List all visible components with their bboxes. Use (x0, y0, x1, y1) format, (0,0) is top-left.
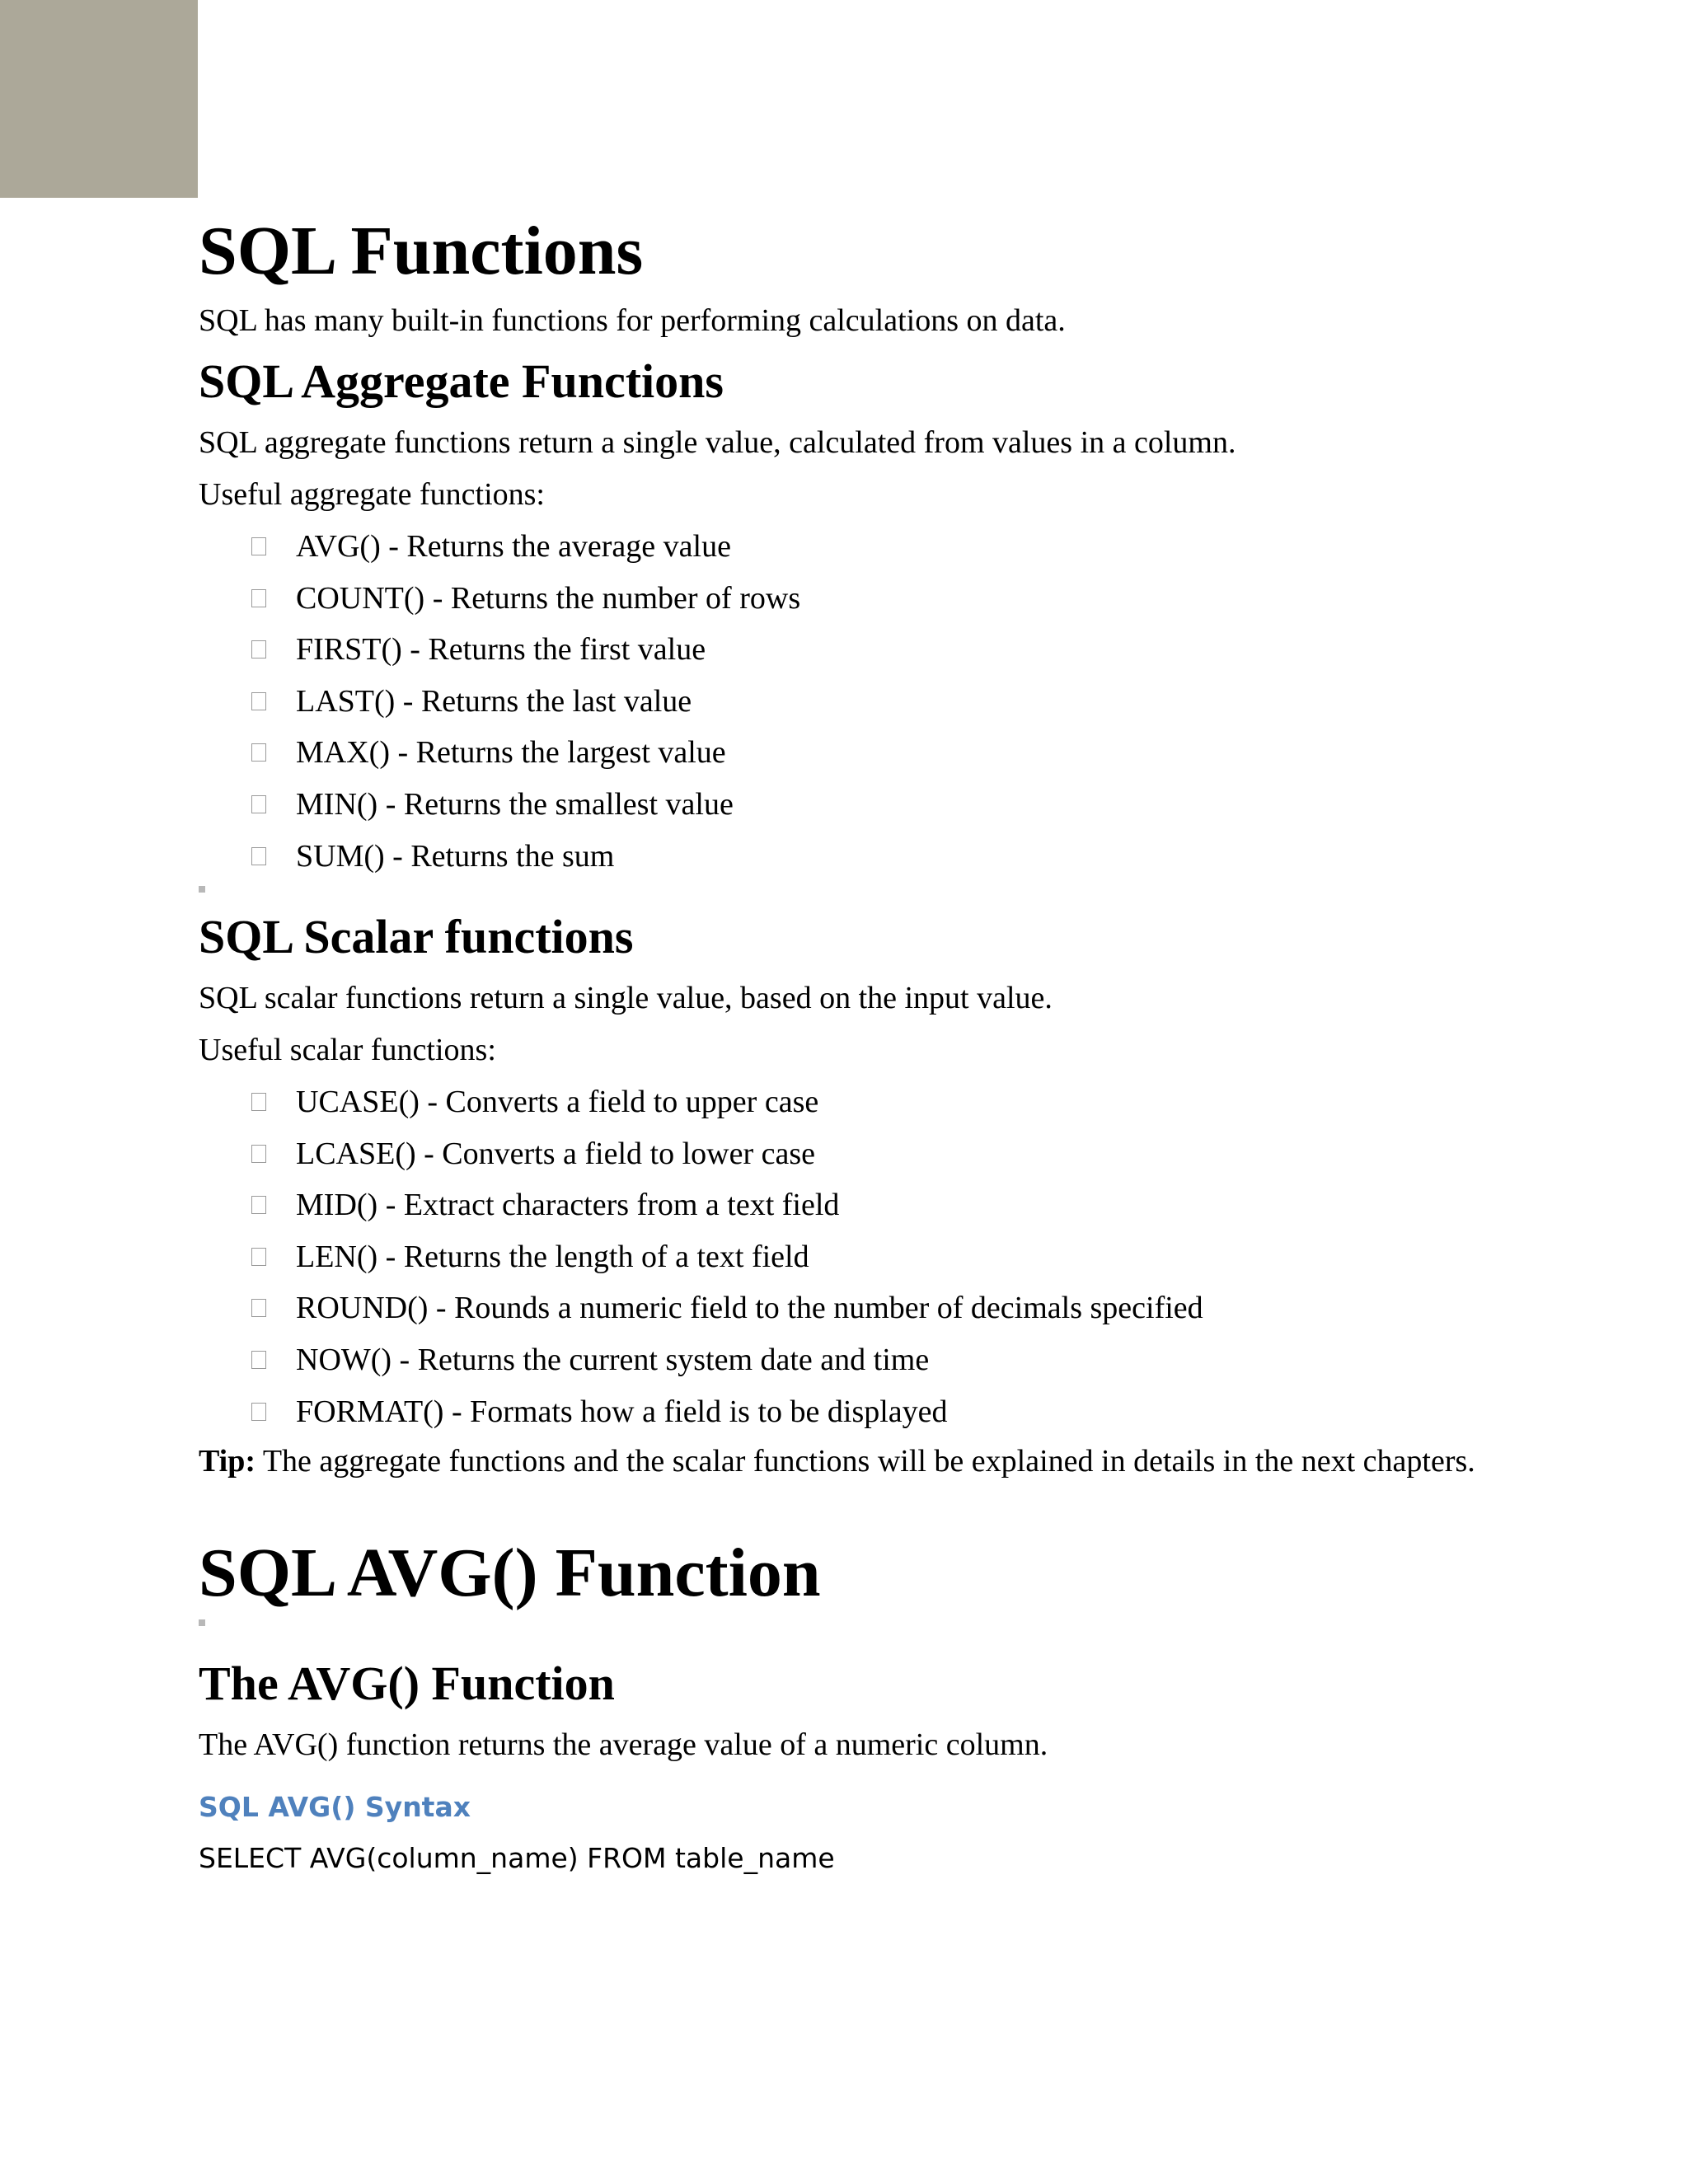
bullet-box-icon (251, 847, 266, 865)
bullet-box-icon (251, 1351, 266, 1369)
avg-section-title: SQL AVG() Function (199, 1535, 821, 1611)
bullet-box-icon (251, 692, 266, 710)
list-item: LCASE() - Converts a field to lower case (251, 1138, 815, 1169)
list-item: MAX() - Returns the largest value (251, 737, 726, 768)
scalar-heading: SQL Scalar functions (199, 910, 634, 963)
bullet-box-icon (251, 795, 266, 813)
bullet-box-icon (251, 1196, 266, 1214)
list-item: FIRST() - Returns the first value (251, 634, 706, 665)
tip-paragraph (199, 1442, 1484, 1480)
scalar-list-label: Useful scalar functions: (199, 1033, 496, 1067)
bullet-box-icon (251, 743, 266, 762)
scalar-description: SQL scalar functions return a single value, based on the input value. (199, 981, 1053, 1015)
avg-description: The AVG() function returns the average value of a numeric column. (199, 1727, 1048, 1762)
tip-text: The aggregate functions and the scalar functions will be explained in details in the next chapters. (256, 1444, 1475, 1479)
page-title: SQL Functions (199, 213, 644, 289)
bullet-box-icon (251, 1248, 266, 1266)
intro-text: SQL has many built-in functions for performing calculations on data. (199, 303, 1066, 338)
corner-decoration (0, 0, 198, 198)
tip-label: Tip: (199, 1444, 256, 1479)
list-item: COUNT() - Returns the number of rows (251, 583, 800, 614)
list-item: MIN() - Returns the smallest value (251, 789, 734, 820)
bullet-box-icon (251, 1093, 266, 1111)
list-item: MID() - Extract characters from a text field (251, 1189, 839, 1221)
list-item: ROUND() - Rounds a numeric field to the number of decimals specified (251, 1292, 1203, 1324)
bullet-box-icon (251, 1145, 266, 1163)
bullet-box-icon (251, 589, 266, 607)
avg-subheading: The AVG() Function (199, 1657, 615, 1710)
list-item: UCASE() - Converts a field to upper case (251, 1086, 818, 1118)
anchor-mark (199, 1619, 205, 1626)
list-item: LAST() - Returns the last value (251, 686, 692, 717)
list-item: NOW() - Returns the current system date and time (251, 1344, 929, 1376)
list-item: AVG() - Returns the average value (251, 531, 731, 562)
syntax-code: SELECT AVG(column_name) FROM table_name (199, 1842, 835, 1874)
aggregate-heading: SQL Aggregate Functions (199, 354, 724, 408)
list-item: SUM() - Returns the sum (251, 841, 614, 872)
bullet-box-icon (251, 537, 266, 555)
syntax-heading: SQL AVG() Syntax (199, 1791, 471, 1823)
anchor-mark (199, 886, 205, 893)
aggregate-list-label: Useful aggregate functions: (199, 477, 545, 512)
bullet-box-icon (251, 1403, 266, 1421)
aggregate-description: SQL aggregate functions return a single value, calculated from values in a column. (199, 425, 1236, 460)
bullet-box-icon (251, 640, 266, 658)
bullet-box-icon (251, 1299, 266, 1317)
list-item: FORMAT() - Formats how a field is to be displayed (251, 1396, 948, 1427)
list-item: LEN() - Returns the length of a text field (251, 1241, 809, 1272)
